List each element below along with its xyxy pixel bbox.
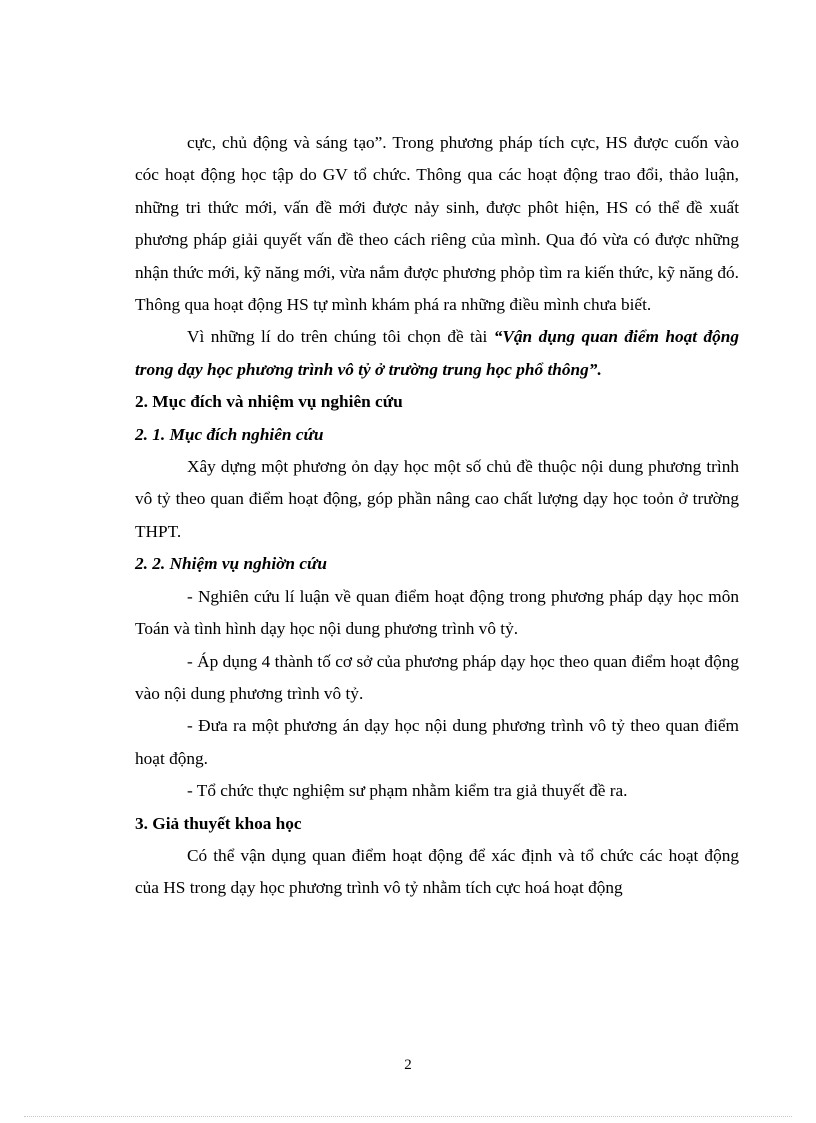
- paragraph-purpose: Xây dựng một phương ỏn dạy học một số chủ đề thuộc nội dung phương trình vô tỷ theo quan điểm hoạt động, góp phần nâng cao chất lượng dạy học toỏn ở trường THPT.: [135, 457, 739, 541]
- page-bottom-divider: [24, 1116, 792, 1117]
- paragraph-topic-choice: [135, 321, 739, 386]
- thesis-title-period: .: [597, 359, 602, 379]
- subsection-heading-tasks: 2. 2. Nhiệm vụ nghiờn cứu: [135, 554, 327, 574]
- document-body: [135, 127, 739, 905]
- paragraph-intro-continuation: cực, chủ động và sáng tạo”. Trong phương pháp tích cực, HS được cuốn vào cóc hoạt động học tập do GV tổ chức. Thông qua các hoạt động trao đổi, thảo luận, những tri thức mới, vấn đề mới được nảy sinh, được phôt hiện, HS có thể đề xuất phương pháp giải quyết vấn đề theo cách riêng của mình. Qua đó vừa có được những nhận thức mới, kỹ năng mới, vừa nắm được phương phỏp tìm ra kiến thức, kỹ năng đó. Thông qua hoạt động HS tự mình khám phá ra những điều mình chưa biết.: [135, 133, 739, 315]
- page-number: 2: [404, 1057, 412, 1073]
- section-heading-purpose-tasks: 2. Mục đích và nhiệm vụ nghiên cứu: [135, 392, 403, 412]
- task-item-apply-components: - Áp dụng 4 thành tố cơ sở của phương pháp dạy học theo quan điểm hoạt động vào nội dung phương trình vô tỷ.: [135, 651, 739, 703]
- task-item-experiment: - Tổ chức thực nghiệm sư phạm nhằm kiểm tra giả thuyết đề ra.: [187, 781, 628, 801]
- subsection-heading-purpose: 2. 1. Mục đích nghiên cứu: [135, 424, 324, 444]
- thesis-title: “Vận dụng quan điểm hoạt động trong dạy học phương trình vô tỷ ở trường trung học phổ thông”: [135, 327, 739, 379]
- section-heading-hypothesis: 3. Giả thuyết khoa học: [135, 813, 302, 833]
- task-item-research-theory: - Nghiên cứu lí luận về quan điểm hoạt động trong phương pháp dạy học môn Toán và tình hình dạy học nội dung phương trình vô tỷ.: [135, 586, 739, 639]
- task-item-teaching-plan: - Đưa ra một phương án dạy học nội dung phương trình vô tỷ theo quan điểm hoạt động.: [135, 716, 739, 768]
- paragraph-hypothesis: Có thể vận dụng quan điểm hoạt động để xác định và tổ chức các hoạt động của HS trong dạy học phương trình vô tỷ nhằm tích cực hoá hoạt động: [135, 845, 739, 898]
- paragraph-topic-lead: Vì những lí do trên chúng tôi chọn đề tài: [187, 327, 494, 347]
